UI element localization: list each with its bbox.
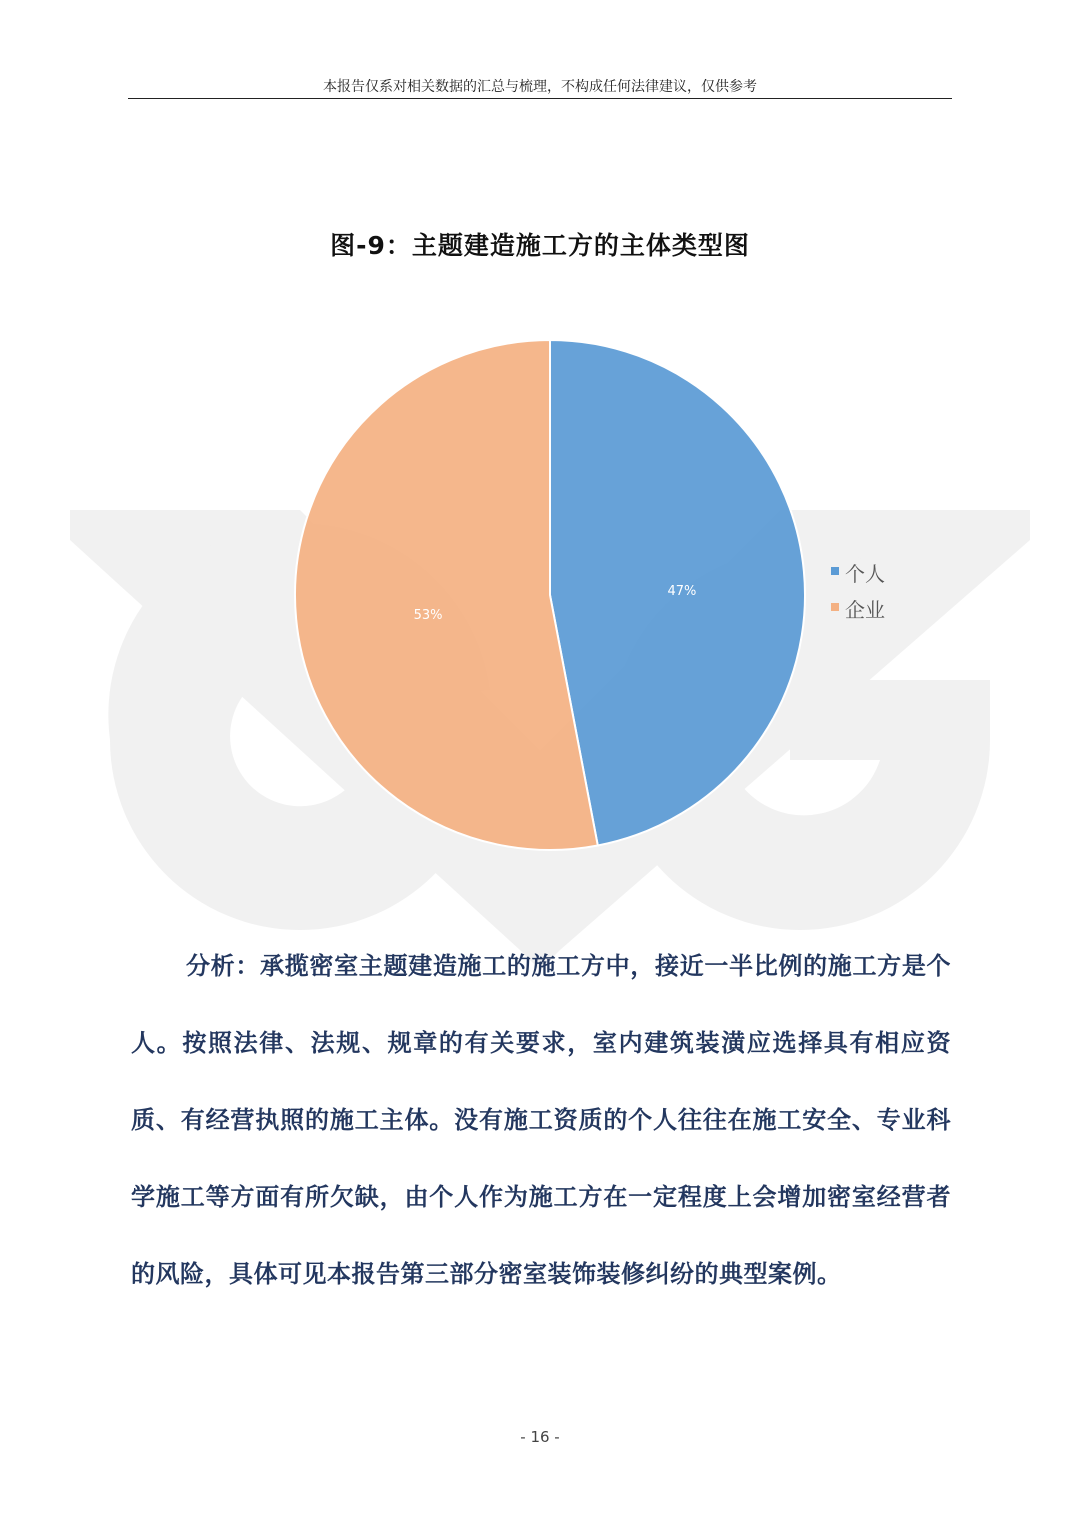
- pie-data-label-0: 47%: [667, 584, 697, 600]
- chart-legend: [831, 562, 885, 622]
- pie-data-label-1: 53%: [413, 607, 443, 623]
- page-header: 本报告仅系对相关数据的汇总与梳理，不构成任何法律建议，仅供参考: [323, 79, 757, 95]
- legend-label-0: 个人: [845, 562, 885, 586]
- legend-label-1: 企业: [845, 598, 885, 622]
- pie-chart: [0, 320, 1080, 880]
- legend-swatch-1: [831, 603, 839, 611]
- pie-slices: [295, 340, 805, 850]
- legend-swatch-0: [831, 567, 839, 575]
- figure-title: 图-9：主题建造施工方的主体类型图: [330, 231, 750, 260]
- page-number: - 16 -: [520, 1428, 560, 1446]
- analysis-paragraph: 分析：承揽密室主题建造施工的施工方中，接近一半比例的施工方是个人。按照法律、法规、规章的有关要求，室内建筑装潢应选择具有相应资质、有经营执照的施工主体。没有施工资质的个人往往在施工安全、专业科学施工等方面有所欠缺，由个人作为施工方在一定程度上会增加密室经营者的风险，具体可见本报告第三部分密室装饰装修纠纷的典型案例。: [131, 952, 951, 1288]
- header-divider: [128, 98, 952, 99]
